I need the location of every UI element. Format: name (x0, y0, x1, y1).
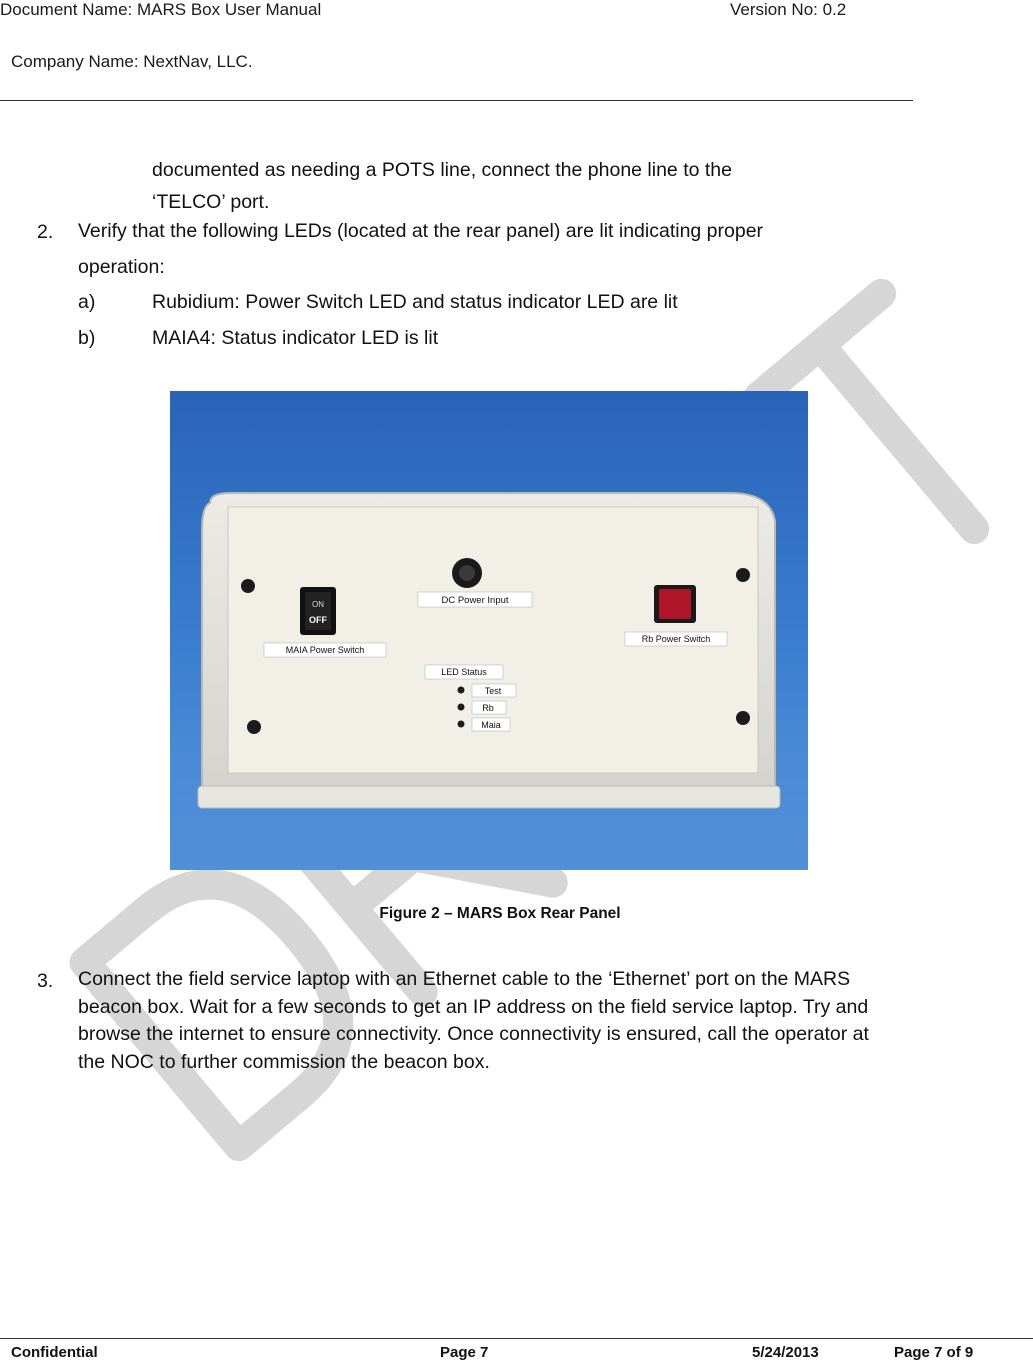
switch-off-label: OFF (309, 615, 327, 625)
list-item-a-text: Rubidium: Power Switch LED and status indicator LED are lit (152, 291, 678, 313)
list-item-b-text: MAIA4: Status indicator LED is lit (152, 327, 439, 349)
step-2-line-2: operation: (78, 256, 165, 278)
list-item-a-marker: a) (78, 291, 96, 313)
continuation-line-1: documented as needing a POTS line, connect the phone line to the (152, 159, 732, 181)
led-maia (458, 721, 465, 728)
company-name: Company Name: NextNav, LLC. (11, 52, 253, 71)
screw-bottom-right (736, 711, 750, 725)
switch-on-label: ON (312, 600, 324, 609)
step-3-text: Connect the field service laptop with an Ethernet cable to the ‘Ethernet’ port on the MARS beacon box. Wait for a few seconds to get an IP address on the field service laptop. Try and browse the internet to ensure connectivity. Once connectivity is ensured, call the operator at the NOC to further commission the beacon box. (78, 968, 869, 1073)
rb-switch-label: Rb Power Switch (641, 634, 711, 644)
led-rb (458, 704, 465, 711)
screw-top-left (241, 579, 255, 593)
led-test (458, 687, 465, 694)
version-number: Version No: 0.2 (730, 0, 847, 19)
led-maia-label: Maia (481, 720, 501, 730)
dc-input-label: DC Power Input (441, 595, 509, 606)
led-rb-label: Rb (482, 703, 494, 713)
maia-switch-label: MAIA Power Switch (285, 645, 365, 655)
screw-bottom-left (247, 720, 261, 734)
footer-rule (0, 1338, 1033, 1339)
header-rule (0, 100, 913, 101)
led-test-label: Test (484, 686, 502, 696)
step-3-number: 3. (37, 970, 54, 992)
led-status-label: LED Status (441, 667, 487, 677)
step-2-line-1: Verify that the following LEDs (located at the rear panel) are lit indicating proper (78, 220, 764, 242)
continuation-line-2: ‘TELCO’ port. (152, 191, 270, 213)
footer-page: Page 7 (440, 1344, 489, 1361)
footer-date: 5/24/2013 (752, 1344, 819, 1361)
list-item-b-marker: b) (78, 327, 96, 349)
footer-confidential: Confidential (11, 1344, 98, 1361)
footer-page-of: Page 7 of 9 (894, 1344, 974, 1361)
rear-panel-illustration (170, 391, 808, 870)
figure-caption: Figure 2 – MARS Box Rear Panel (379, 905, 621, 922)
step-2-number: 2. (37, 221, 54, 243)
document-name: Document Name: MARS Box User Manual (0, 0, 322, 19)
screw-top-right (736, 568, 750, 582)
rear-panel-photo (170, 391, 808, 870)
